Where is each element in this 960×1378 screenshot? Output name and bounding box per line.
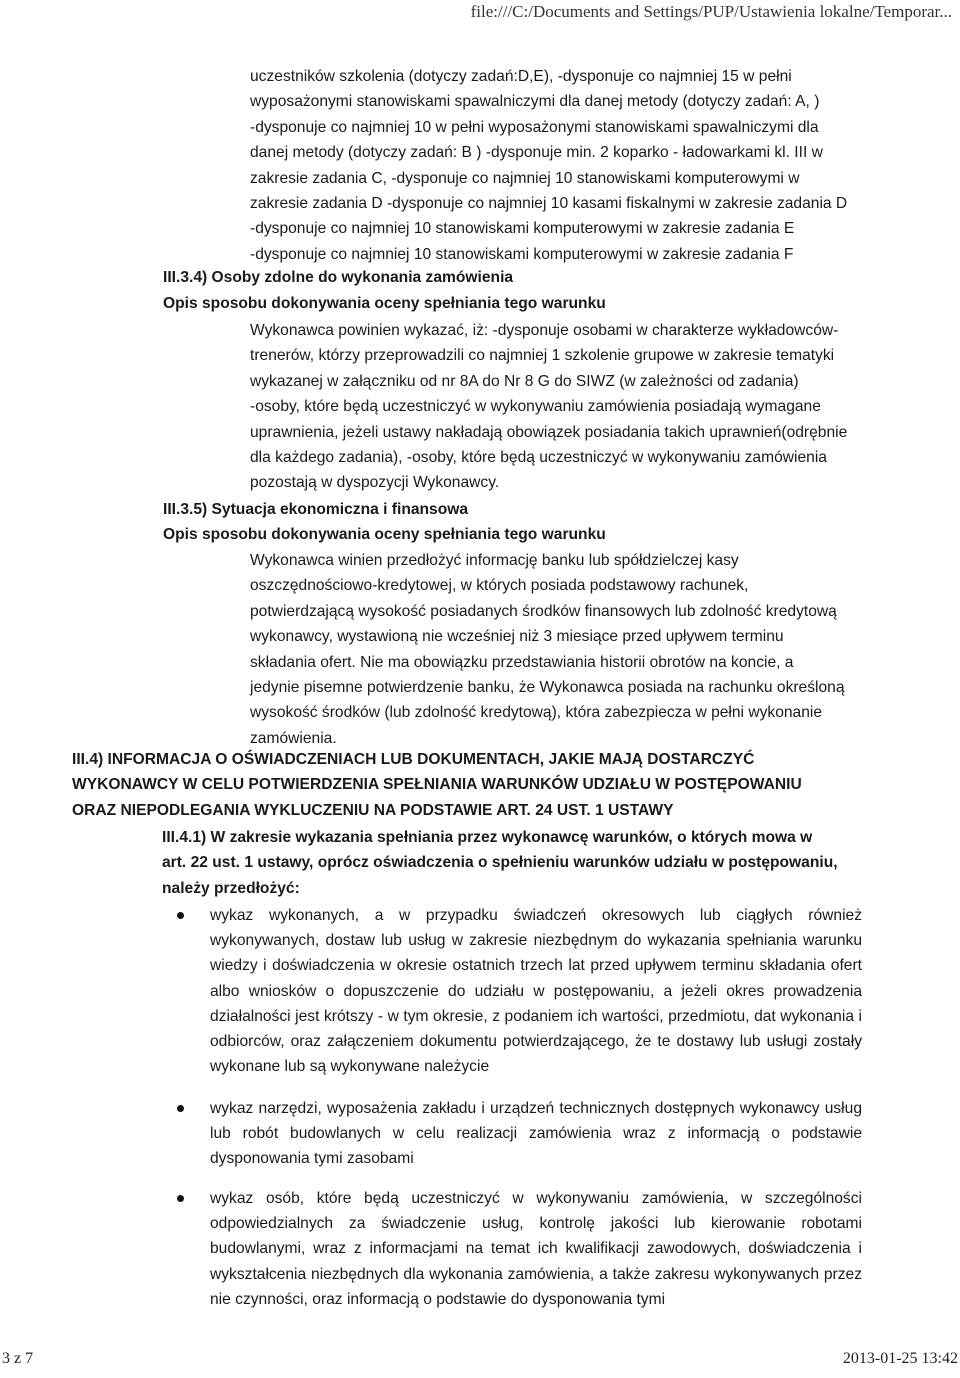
list-item [210,903,862,1079]
text-line: -osoby, które będą uczestniczyć w wykonywaniu zamówienia posiadają wymagane [250,398,821,416]
conditions-paragraph [250,64,847,267]
list-item [210,1096,862,1172]
text-line: potwierdzającą wysokość posiadanych środków finansowych lub zdolność kredytową [250,602,837,620]
section-heading-3-4 [72,747,802,823]
text-line: dla każdego zadania), -osoby, które będą uczestniczyć w wykonywaniu zamówienia [250,449,827,467]
heading-line: III.4) INFORMACJA O OŚWIADCZENIACH LUB DOKUMENTACH, JAKIE MAJĄ DOSTARCZYĆ [72,751,755,768]
text-line: pozostają w dyspozycji Wykonawcy. [250,474,500,492]
text-line: Wykonawca winien przedłożyć informację banku lub spółdzielczej kasy [250,552,739,569]
text-line: wykonawcy, wystawioną nie wcześniej niż 3 miesiące przed upływem terminu [250,628,784,646]
list-item [210,1186,862,1312]
page-number: 3 z 7 [2,1350,34,1367]
list-item-text: wykaz wykonanych, a w przypadku świadczeń okresowych lub ciągłych również wykonywanych, dostaw lub usług w zakresie niezbędnym do wykazania spełniania warunku wiedzy i doświadczenia w okresie ostatnich trzech lat przed upływem terminu składania ofert albo wniosków o dopuszczenie do udziału w postępowaniu, a jeżeli okres prowadzenia działalności jest krótszy - w tym okresie, z podaniem ich wartości, przedmiotu, dat wykonania i odbiorców, oraz załączeniem dokumentu potwierdzającego, że te dostawy lub usługi zostały wykonane lub są wykonywane należycie [210,907,862,1076]
text-line: zakresie zadania C, -dysponuje co najmniej 10 stanowiskami komputerowymi w [250,169,800,187]
text-line: -dysponuje co najmniej 10 w pełni wyposażonymi stanowiskami spawalniczymi dla [250,118,819,136]
section-heading-3-3-4: III.3.4) Osoby zdolne do wykonania zamówienia [163,269,514,286]
text-line: -dysponuje co najmniej 10 stanowiskami komputerowymi w zakresie zadania E [250,220,795,238]
text-line: uprawnienia, jeżeli ustawy nakładają obowiązek posiadania takich uprawnień(odrębnie [250,423,848,441]
text-line: wyposażonymi stanowiskami spawalniczymi dla danej metody (dotyczy zadań: A, ) [250,93,820,111]
heading-line: WYKONAWCY W CELU POTWIERDZENIA SPEŁNIANIA WARUNKÓW UDZIAŁU W POSTĘPOWANIU [72,776,802,794]
section-heading-3-4-1 [162,825,838,901]
text-line: jedynie pisemne potwierdzenie banku, że Wykonawca posiada na rachunku określoną [250,679,845,697]
print-datetime: 2013-01-25 13:42 [842,1350,958,1367]
text-line: składania ofert. Nie ma obowiązku przedstawiania historii obrotów na koncie, a [250,653,794,671]
text-line: danej metody (dotyczy zadań: B ) -dysponuje min. 2 koparko - ładowarkami kl. III w [250,144,823,162]
heading-line: ORAZ NIEPODLEGANIA WYKLUCZENIU NA PODSTAWIE ART. 24 UST. 1 USTAWY [72,801,674,819]
list-item-text: wykaz narzędzi, wyposażenia zakładu i urządzeń technicznych dostępnych wykonawcy usług lub robót budowlanych w celu realizacji zamówienia wraz z informacją o podstawie dysponowania tymi zasobami [210,1100,862,1168]
section-subheading: Opis sposobu dokonywania oceny spełniania tego warunku [163,295,606,312]
section-heading-3-3-5: III.3.5) Sytuacja ekonomiczna i finansowa [163,501,469,518]
list-item-text: wykaz osób, które będą uczestniczyć w wykonywaniu zamówienia, w szczególności odpowiedzialnych za świadczenie usług, kontrolę jakości lub kierowanie robotami budowlanymi, wraz z informacjami na temat ich kwalifikacji zawodowych, doświadczenia i wykształcenia niezbędnych dla wykonania zamówienia, a także zakresu wykonywanych przez nie czynności, oraz informacją o podstawie do dysponowania tymi [210,1190,862,1308]
section-subheading: Opis sposobu dokonywania oceny spełniania tego warunku [163,526,606,543]
file-path-header: file:///C:/Documents and Settings/PUP/Ustawienia lokalne/Temporar... [470,2,952,21]
heading-line: art. 22 ust. 1 ustawy, oprócz oświadczenia o spełnieniu warunków udziału w postępowaniu, [162,854,838,872]
text-line: wykazanej w załączniku od nr 8A do Nr 8 G do SIWZ (w zależności od zadania) [250,372,799,390]
heading-line: III.4.1) W zakresie wykazania spełniania przez wykonawcę warunków, o których mowa w [162,829,813,846]
bullet-icon [177,912,184,919]
persons-paragraph [250,318,847,496]
text-line: uczestników szkolenia (dotyczy zadań:D,E), -dysponuje co najmniej 15 w pełni [250,68,792,85]
text-line: trenerów, którzy przeprowadzili co najmniej 1 szkolenie grupowe w zakresie tematyki [250,347,835,365]
text-line: wysokość środków (lub zdolność kredytową), która zabezpiecza w pełni wykonanie [250,704,823,722]
bullet-icon [177,1105,184,1112]
text-line: Wykonawca powinien wykazać, iż: -dysponuje osobami w charakterze wykładowców- [250,322,839,339]
text-line: zakresie zadania D -dysponuje co najmniej 10 kasami fiskalnymi w zakresie zadania D [250,195,848,213]
financial-paragraph [250,548,845,751]
text-line: oszczędnościowo-kredytowej, w których posiada podstawowy rachunek, [250,577,749,595]
text-line: zamówienia. [250,729,337,747]
text-line: -dysponuje co najmniej 10 stanowiskami komputerowymi w zakresie zadania F [250,245,794,263]
bullet-icon [177,1195,184,1202]
heading-line: należy przedłożyć: [162,879,300,897]
